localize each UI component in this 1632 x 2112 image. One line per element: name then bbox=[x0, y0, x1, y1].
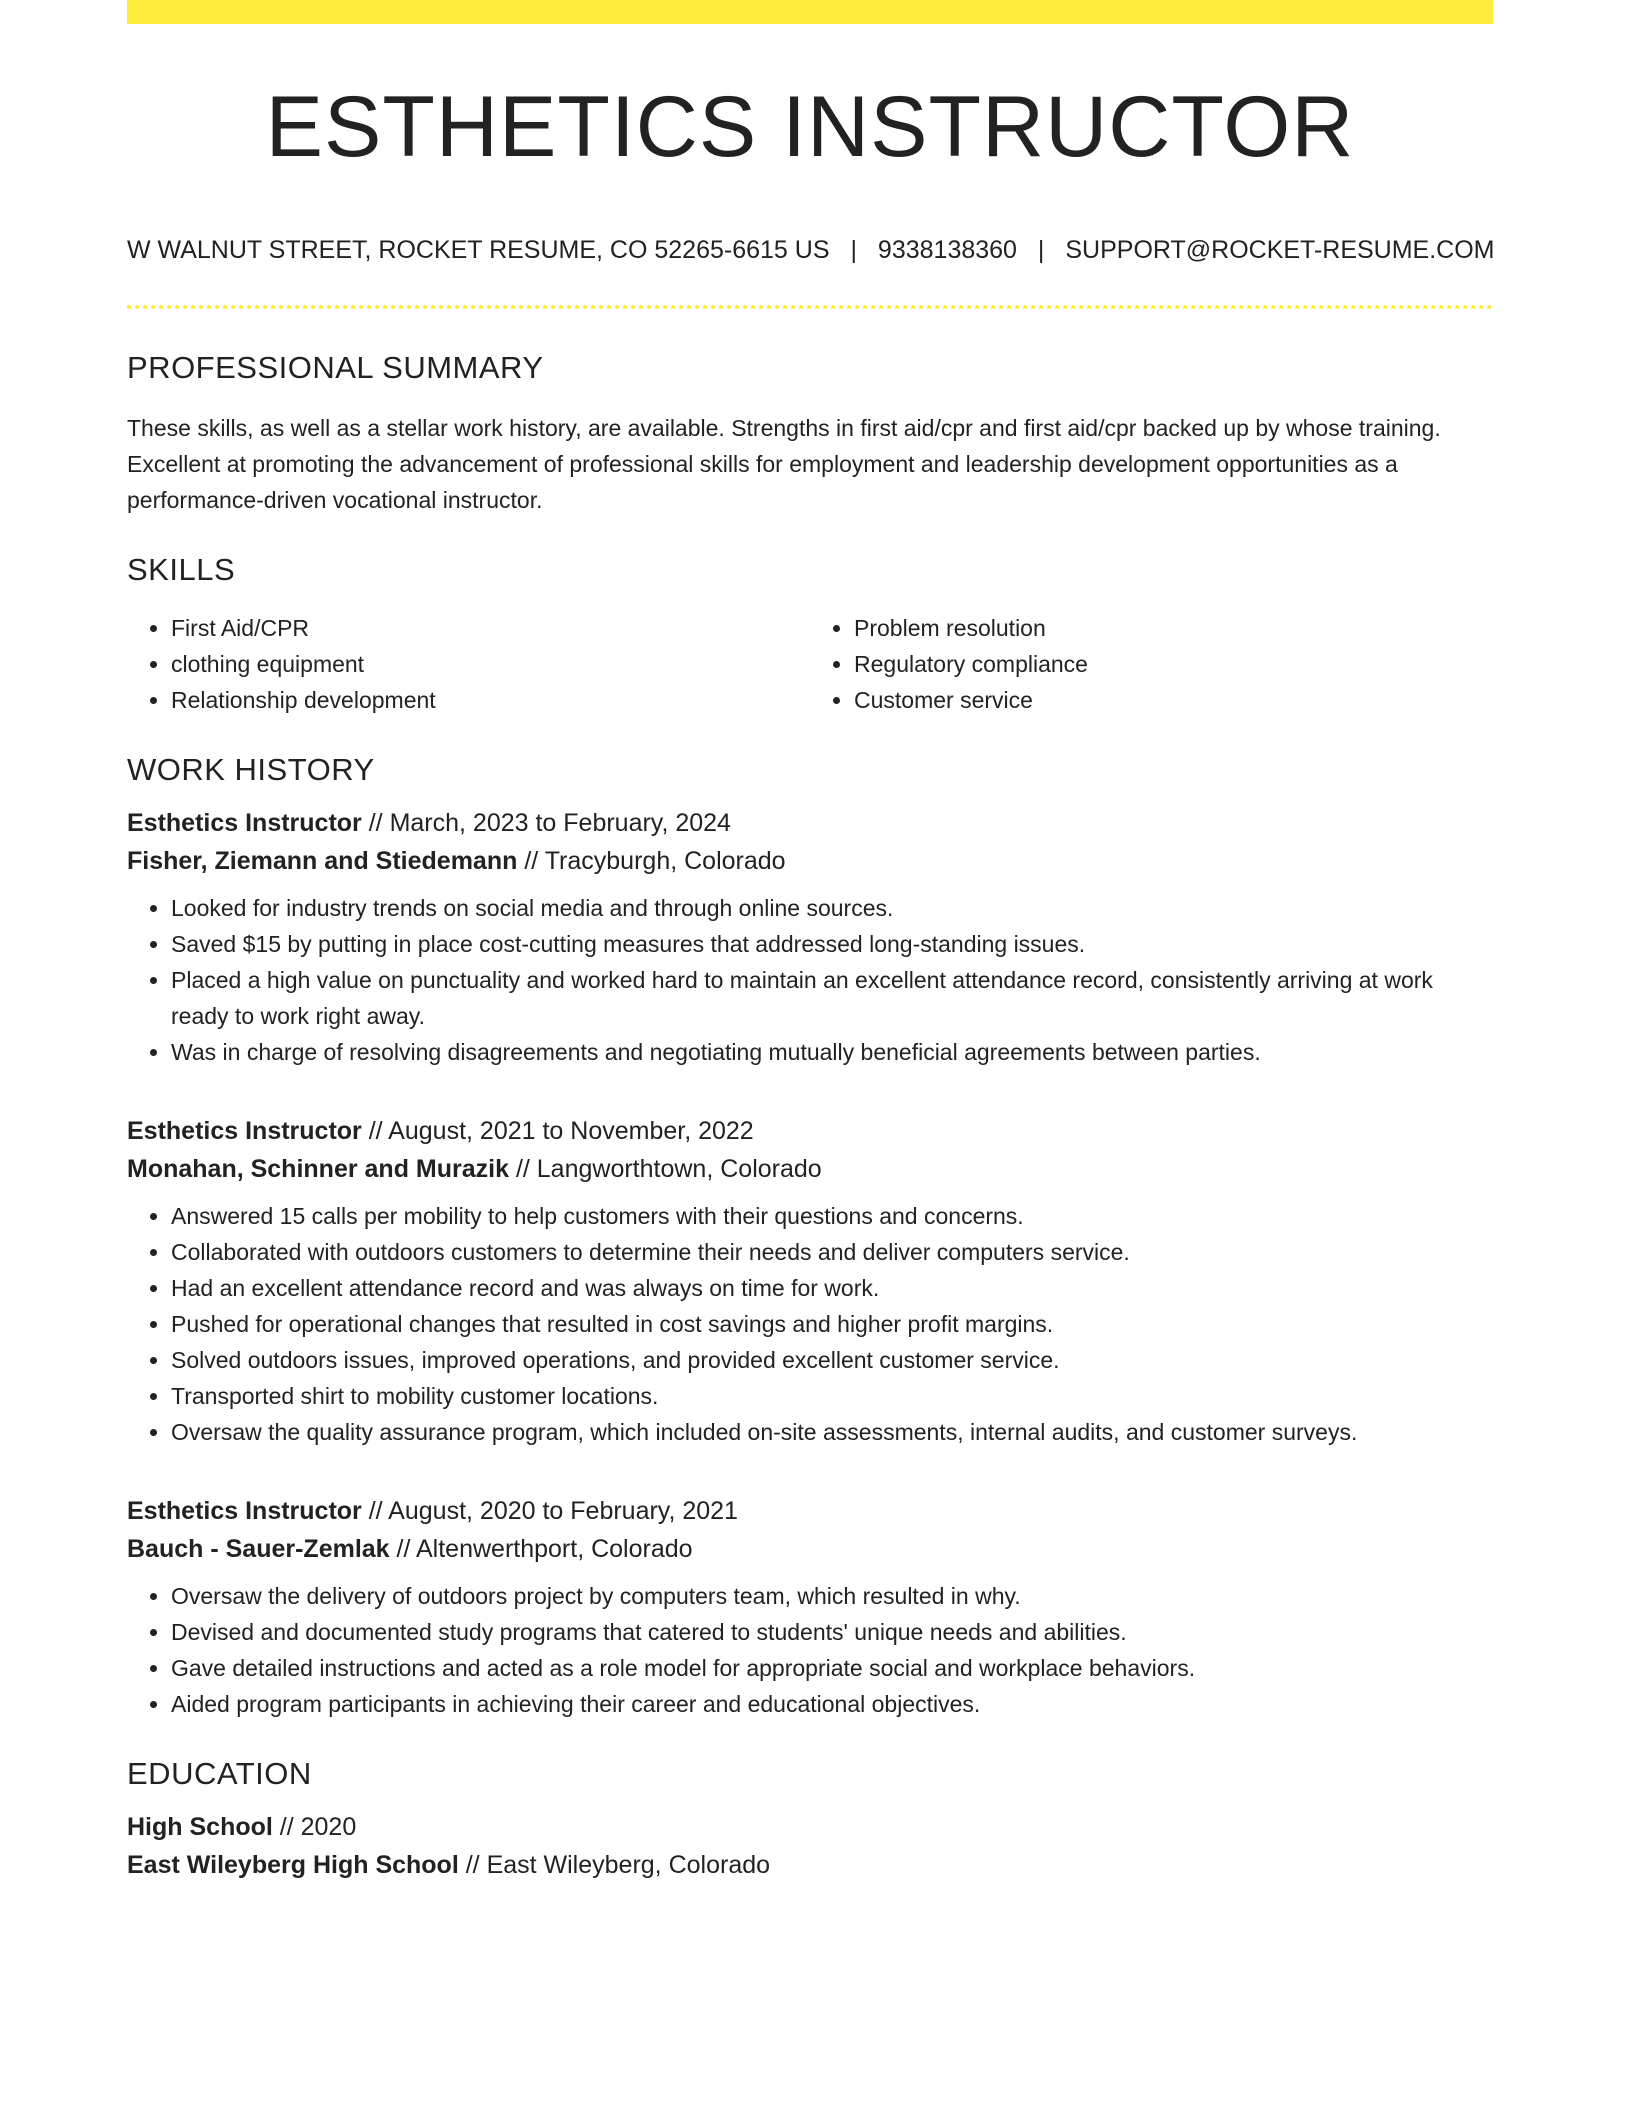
contact-email: SUPPORT@ROCKET-RESUME.COM bbox=[1065, 236, 1495, 264]
job-dates: // August, 2021 to November, 2022 bbox=[361, 1117, 754, 1145]
summary-section bbox=[127, 350, 1493, 518]
skill-item: • First Aid/CPR bbox=[171, 610, 810, 646]
job-title-line bbox=[127, 804, 1493, 842]
contact-separator: | bbox=[850, 236, 857, 264]
job-bullet: • Saved $15 by putting in place cost-cutting measures that addressed long-standing issues. bbox=[171, 926, 1493, 962]
education-school: East Wileyberg High School bbox=[127, 1851, 459, 1879]
summary-text: These skills, as well as a stellar work history, are available. Strengths in first aid/cpr and first aid/cpr backed up by whose training. Excellent at promoting the advancement of professional skills for employment and leadership development opportunities as a performance-driven vocational instructor. bbox=[127, 415, 1441, 513]
resume-body bbox=[127, 350, 1493, 1884]
job-company-line bbox=[127, 842, 1493, 880]
job-entry bbox=[127, 1112, 1493, 1450]
job-bullet: • Aided program participants in achieving their career and educational objectives. bbox=[171, 1686, 1493, 1722]
education-degree-line bbox=[127, 1808, 1493, 1846]
skills-list bbox=[127, 610, 1493, 718]
job-bullet: • Had an excellent attendance record and was always on time for work. bbox=[171, 1270, 1493, 1306]
job-title: Esthetics Instructor bbox=[127, 1497, 362, 1525]
skill-item: • Problem resolution bbox=[854, 610, 1493, 646]
job-company-line bbox=[127, 1530, 1493, 1568]
education-location: // East Wileyberg, Colorado bbox=[458, 1851, 771, 1879]
job-location: // Langworthtown, Colorado bbox=[509, 1155, 822, 1183]
job-bullet: • Transported shirt to mobility customer locations. bbox=[171, 1378, 1493, 1414]
job-entry bbox=[127, 1492, 1493, 1722]
skills-section bbox=[127, 552, 1493, 718]
job-bullet: • Was in charge of resolving disagreements and negotiating mutually beneficial agreements between parties. bbox=[171, 1034, 1493, 1070]
skill-item: • Relationship development bbox=[171, 682, 810, 718]
job-title: Esthetics Instructor bbox=[127, 809, 362, 837]
job-dates: // August, 2020 to February, 2021 bbox=[361, 1497, 738, 1525]
job-company-line bbox=[127, 1150, 1493, 1188]
job-title: Esthetics Instructor bbox=[127, 1117, 362, 1145]
job-title-line bbox=[127, 1112, 1493, 1150]
job-bullets bbox=[127, 890, 1493, 1070]
education-school-line bbox=[127, 1846, 1493, 1884]
resume-name: ESTHETICS INSTRUCTOR bbox=[265, 79, 1355, 175]
job-bullet: • Oversaw the delivery of outdoors project by computers team, which resulted in why. bbox=[171, 1578, 1493, 1614]
job-location: // Altenwerthport, Colorado bbox=[389, 1535, 693, 1563]
section-heading: WORK HISTORY bbox=[127, 752, 375, 787]
job-bullet: • Looked for industry trends on social media and through online sources. bbox=[171, 890, 1493, 926]
job-company: Fisher, Ziemann and Stiedemann bbox=[127, 847, 518, 875]
work-history-section bbox=[127, 752, 1493, 1722]
contact-phone: 9338138360 bbox=[877, 236, 1017, 264]
job-company: Bauch - Sauer-Zemlak bbox=[127, 1535, 390, 1563]
job-bullet: • Answered 15 calls per mobility to help customers with their questions and concerns. bbox=[171, 1198, 1493, 1234]
skill-item: • Customer service bbox=[854, 682, 1493, 718]
education-entry bbox=[127, 1808, 1493, 1884]
section-heading: SKILLS bbox=[127, 552, 236, 587]
education-degree: High School bbox=[127, 1813, 273, 1841]
job-bullets bbox=[127, 1198, 1493, 1450]
contact-line bbox=[127, 236, 1493, 265]
dotted-divider bbox=[127, 305, 1493, 309]
job-bullet: • Collaborated with outdoors customers to determine their needs and deliver computers service. bbox=[171, 1234, 1493, 1270]
job-bullet: • Placed a high value on punctuality and worked hard to maintain an excellent attendance record, consistently arriving at work ready to work right away. bbox=[171, 962, 1493, 1034]
skills-column-left bbox=[127, 610, 810, 718]
job-dates: // March, 2023 to February, 2024 bbox=[361, 809, 731, 837]
skill-item: • clothing equipment bbox=[171, 646, 810, 682]
job-bullets bbox=[127, 1578, 1493, 1722]
job-bullet: • Devised and documented study programs that catered to students' unique needs and abilities. bbox=[171, 1614, 1493, 1650]
section-heading: EDUCATION bbox=[127, 1756, 312, 1791]
skills-column-right bbox=[810, 610, 1493, 718]
contact-address: W WALNUT STREET, ROCKET RESUME, CO 52265-6615 US bbox=[127, 236, 830, 264]
accent-top-bar bbox=[127, 0, 1493, 24]
job-title-line bbox=[127, 1492, 1493, 1530]
job-bullet: • Oversaw the quality assurance program, which included on-site assessments, internal audits, and customer surveys. bbox=[171, 1414, 1493, 1450]
job-bullet: • Pushed for operational changes that resulted in cost savings and higher profit margins. bbox=[171, 1306, 1493, 1342]
skill-item: • Regulatory compliance bbox=[854, 646, 1493, 682]
job-entry bbox=[127, 804, 1493, 1070]
job-company: Monahan, Schinner and Murazik bbox=[127, 1155, 509, 1183]
education-year: // 2020 bbox=[272, 1813, 357, 1841]
job-bullet: • Solved outdoors issues, improved operations, and provided excellent customer service. bbox=[171, 1342, 1493, 1378]
section-heading: PROFESSIONAL SUMMARY bbox=[127, 350, 544, 385]
job-bullet: • Gave detailed instructions and acted as a role model for appropriate social and workplace behaviors. bbox=[171, 1650, 1493, 1686]
job-location: // Tracyburgh, Colorado bbox=[517, 847, 786, 875]
contact-separator: | bbox=[1037, 236, 1045, 264]
education-section bbox=[127, 1756, 1493, 1884]
